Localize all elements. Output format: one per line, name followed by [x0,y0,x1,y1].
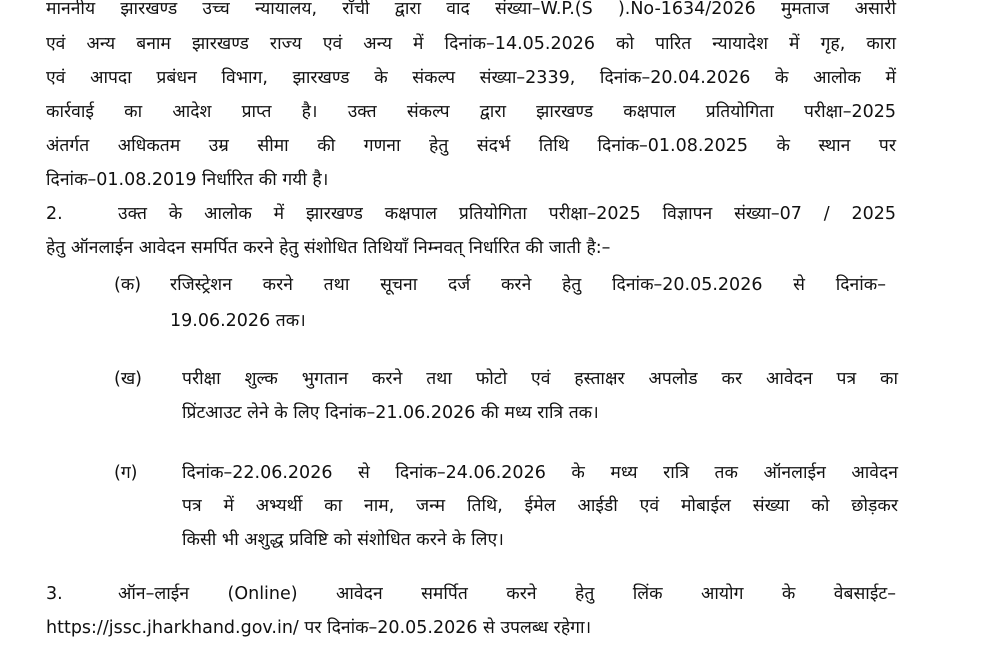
list-item-marker: (ख) [114,369,142,389]
list-item-marker: (क) [114,275,142,295]
list-item-line: प्रिंटआउट लेने के लिए दिनांक–21.06.2026 की मध्य रात्रि तक। [182,403,599,423]
paragraph-2-line: उक्त के आलोक में झारखण्ड कक्षपाल प्रतियोगिता परीक्षा–2025 विज्ञापन संख्या–07 / 2025 [118,204,896,224]
paragraph-2-line: हेतु ऑनलाईन आवेदन समर्पित करने हेतु संशोधित तिथियाँ निम्नवत् निर्धारित की जाती है:– [46,238,611,258]
paragraph-1-line: एवं अन्य बनाम झारखण्ड राज्य एवं अन्य में दिनांक–14.05.2026 को पारित न्यायादेश में गृह, कारा [46,34,896,54]
list-item-marker: (ग) [114,463,138,483]
list-item-line: किसी भी अशुद्ध प्रविष्टि को संशोधित करने के लिए। [182,530,504,550]
paragraph-1-line: कार्रवाई का आदेश प्राप्त है। उक्त संकल्प द्वारा झारखण्ड कक्षपाल प्रतियोगिता परीक्षा–2025 [46,102,896,122]
list-item-line: 19.06.2026 तक। [170,311,306,331]
paragraph-3-number: 3. [46,584,63,604]
paragraph-1-line: माननीय झारखण्ड उच्च न्यायालय, राँची द्वारा वाद संख्या–W.P.(S ).No-1634/2026 मुमताज असारी [46,0,896,19]
list-item-line: पत्र में अभ्यर्थी का नाम, जन्म तिथि, ईमेल आईडी एवं मोबाईल संख्या को छोड़कर [182,496,898,516]
paragraph-3-line: https://jssc.jharkhand.gov.in/ पर दिनांक–20.05.2026 से उपलब्ध रहेगा। [46,618,592,638]
paragraph-1-line: दिनांक–01.08.2019 निर्धारित की गयी है। [46,170,329,190]
list-item-line: रजिस्ट्रेशन करने तथा सूचना दर्ज करने हेतु दिनांक–20.05.2026 से दिनांक– [170,275,886,295]
paragraph-3-line: ऑन–लाईन (Online) आवेदन समर्पित करने हेतु लिंक आयोग के वेबसाईट– [118,584,896,604]
paragraph-1-line: एवं आपदा प्रबंधन विभाग, झारखण्ड के संकल्प संख्या–2339, दिनांक–20.04.2026 के आलोक में [46,68,896,88]
paragraph-1-line: अंतर्गत अधिकतम उम्र सीमा की गणना हेतु संदर्भ तिथि दिनांक–01.08.2025 के स्थान पर [46,136,896,156]
list-item-line: परीक्षा शुल्क भुगतान करने तथा फोटो एवं हस्ताक्षर अपलोड कर आवेदन पत्र का [182,369,898,389]
paragraph-2-number: 2. [46,204,63,224]
list-item-line: दिनांक–22.06.2026 से दिनांक–24.06.2026 के मध्य रात्रि तक ऑनलाईन आवेदन [182,463,898,483]
